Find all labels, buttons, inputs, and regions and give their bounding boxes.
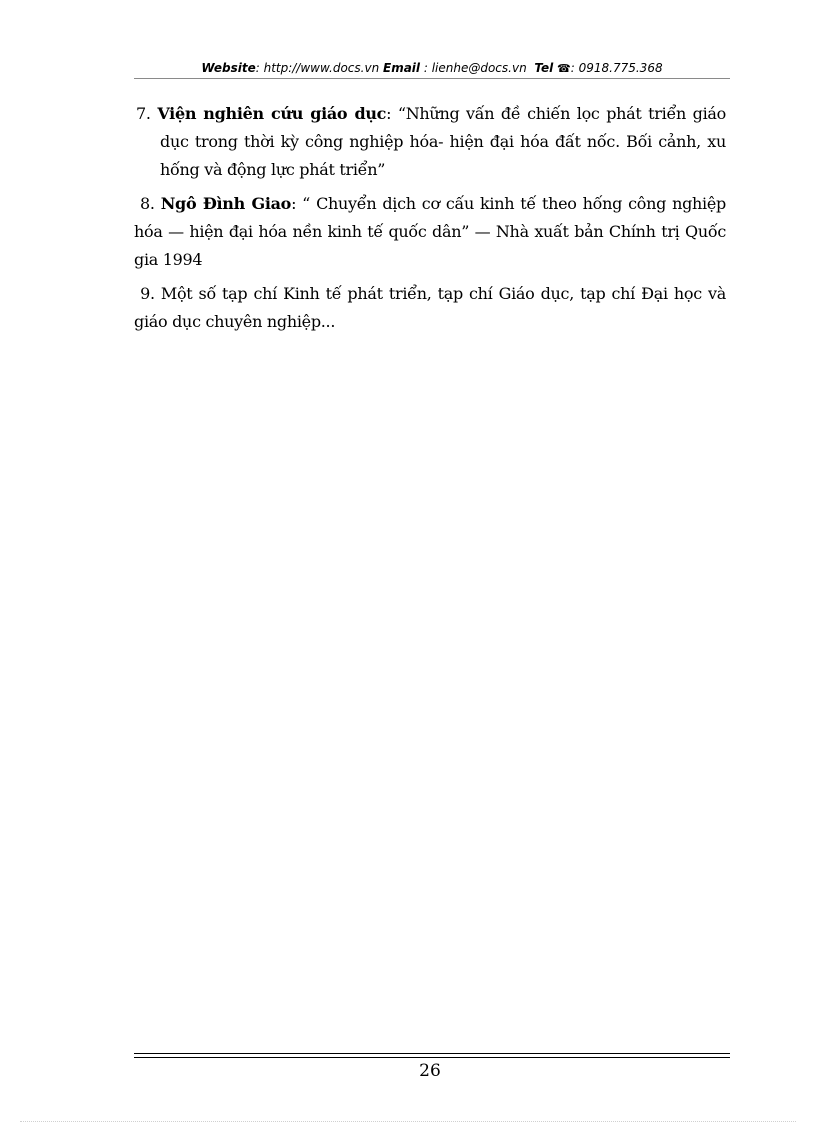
page-header — [134, 60, 730, 77]
reference-item-8 — [134, 190, 726, 274]
reference-number: 8. — [140, 194, 155, 213]
reference-item-9 — [134, 280, 726, 336]
website-value: : http://www.docs.vn — [255, 61, 383, 75]
reference-author: Viện nghiên cứu giáo dục — [157, 104, 387, 123]
page-bottom-border — [20, 1121, 796, 1122]
tel-label: Tel — [534, 61, 554, 75]
website-label: Website — [201, 61, 256, 75]
reference-number: 7. — [136, 104, 151, 123]
header-divider — [134, 78, 730, 79]
reference-number: 9. — [140, 284, 155, 303]
tel-value: : 0918.775.368 — [570, 61, 663, 75]
reference-item-7 — [134, 100, 726, 184]
footer-divider — [134, 1053, 730, 1058]
page-number: 26 — [419, 1061, 441, 1081]
references-list — [134, 100, 726, 342]
phone-icon: ☎ — [557, 62, 571, 75]
email-value: : lienhe@docs.vn — [420, 61, 531, 75]
reference-author: Ngô Đình Giao — [160, 194, 292, 213]
email-label: Email — [383, 61, 421, 75]
reference-text: : “ Chuyển dịch cơ cấu kinh tế theo hống công nghiệp hóa — hiện đại hóa nền kinh tế quốc dân” — Nhà xuất bản Chính trị Quốc gia 1994 — [134, 194, 726, 269]
reference-text: Một số tạp chí Kinh tế phát triển, tạp chí Giáo dục, tạp chí Đại học và giáo dục chuyên nghiệp... — [134, 284, 726, 331]
reference-text: : “Những vấn đề chiến lọc phát triển giáo dục trong thời kỳ công nghiệp hóa- hiện đại hóa đất nốc. Bối cảnh, xu hống và động lực phát triển” — [160, 104, 726, 179]
